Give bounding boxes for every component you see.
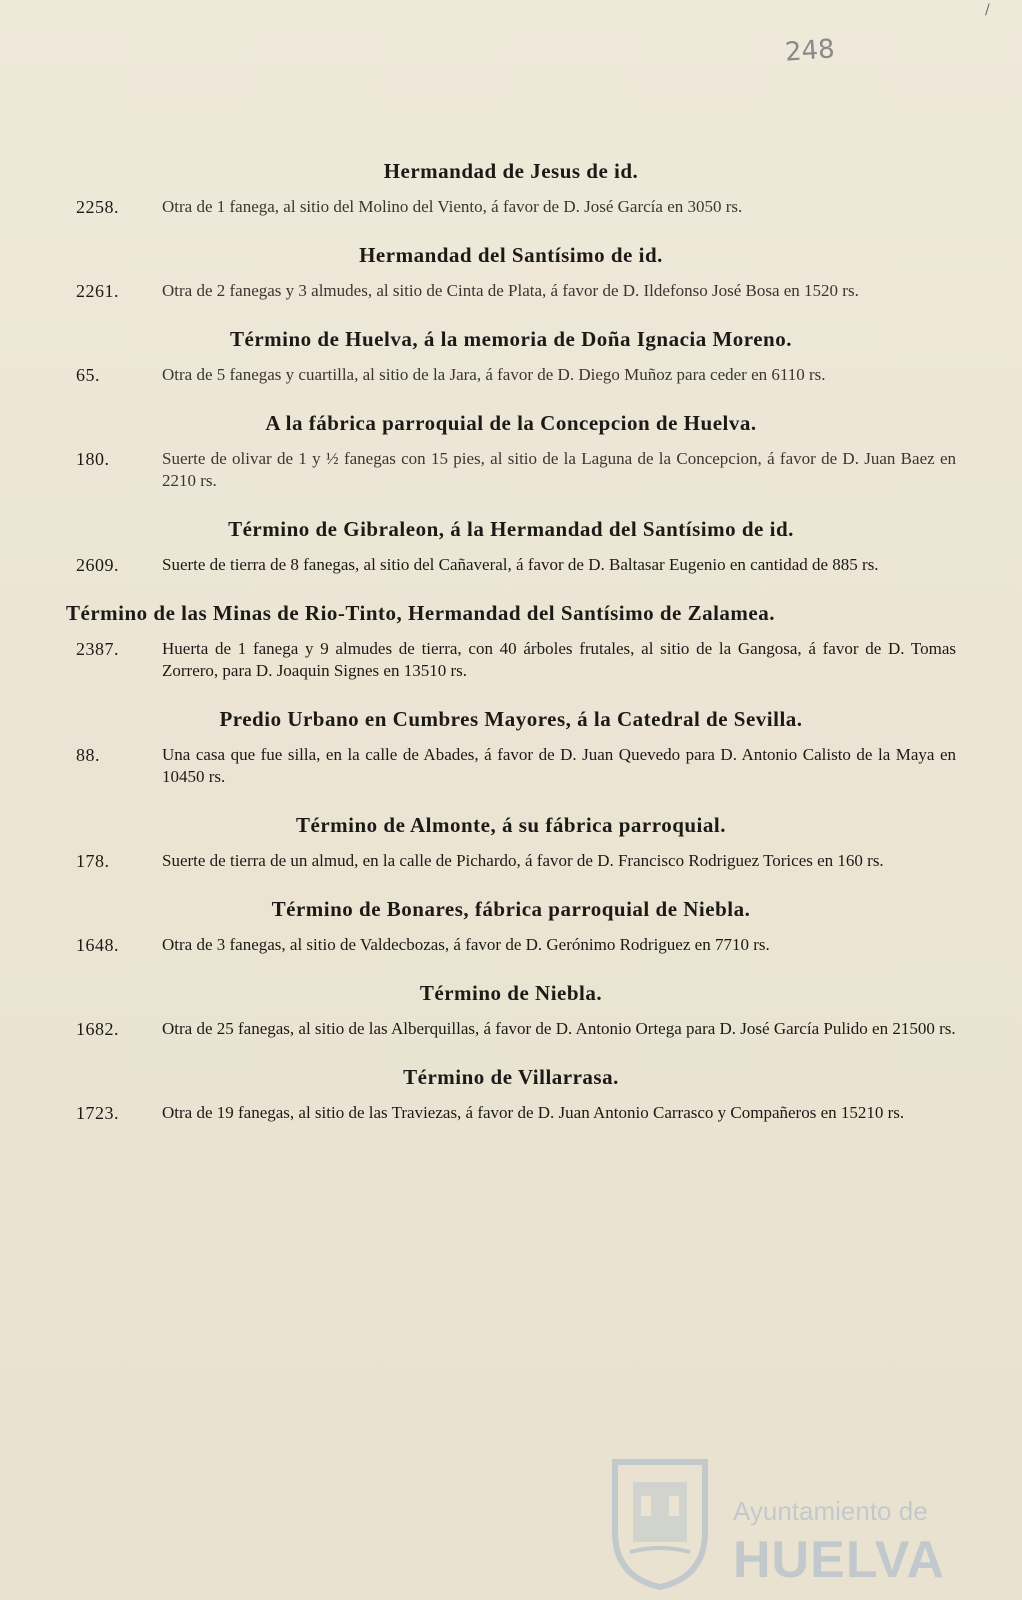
lot-description: Suerte de tierra de 8 fanegas, al sitio del Cañaveral, á favor de D. Baltasar Eugenio en cantidad de 885 rs.: [162, 555, 879, 574]
section: [66, 592, 956, 682]
section-heading: Término de las Minas de Rio-Tinto, Hermandad del Santísimo de Zalamea.: [66, 601, 775, 625]
lot-number: 88.: [76, 745, 100, 765]
section-heading: A la fábrica parroquial de la Concepcion de Huelva.: [265, 411, 757, 435]
lot-entry: [66, 364, 956, 386]
section-heading: Término de Almonte, á su fábrica parroquial.: [296, 813, 726, 837]
section-heading: Término de Bonares, fábrica parroquial de Niebla.: [271, 897, 751, 921]
section: [66, 804, 956, 872]
watermark-title: HUELVA: [733, 1531, 946, 1589]
lot-number: 1723.: [76, 1103, 119, 1123]
lot-description: Una casa que fue silla, en la calle de Abades, á favor de D. Juan Quevedo para D. Antonio Calisto de la Maya en 10450 rs.: [162, 745, 956, 786]
lot-description: Suerte de tierra de un almud, en la calle de Pichardo, á favor de D. Francisco Rodriguez Torices en 160 rs.: [162, 851, 884, 870]
lot-description: Otra de 1 fanega, al sitio del Molino del Viento, á favor de D. José García en 3050 rs.: [162, 197, 743, 216]
section-heading: Hermandad de Jesus de id.: [383, 159, 639, 183]
section: [66, 234, 956, 302]
section: [66, 318, 956, 386]
section-heading: Predio Urbano en Cumbres Mayores, á la Catedral de Sevilla.: [219, 707, 803, 731]
lot-number: 2258.: [76, 197, 119, 217]
lot-entry: [66, 1102, 956, 1124]
lot-description: Otra de 19 fanegas, al sitio de las Traviezas, á favor de D. Juan Antonio Carrasco y Compañeros en 15210 rs.: [162, 1103, 905, 1122]
lot-number: 178.: [76, 851, 110, 871]
document-body: [66, 150, 956, 1140]
section: [66, 402, 956, 492]
section-heading: Hermandad del Santísimo de id.: [359, 243, 663, 267]
lot-entry: [66, 1018, 956, 1040]
section: [66, 972, 956, 1040]
lot-entry: [66, 638, 956, 682]
lot-description: Otra de 25 fanegas, al sitio de las Alberquillas, á favor de D. Antonio Ortega para D. José García Pulido en 21500 rs.: [162, 1019, 956, 1038]
lot-description: Huerta de 1 fanega y 9 almudes de tierra, con 40 árboles frutales, al sitio de la Gangosa, á favor de D. Tomas Zorrero, para D. Joaquin Signes en 13510 rs.: [162, 639, 956, 680]
section: [66, 698, 956, 788]
corner-mark: /: [985, 2, 990, 18]
lot-number: 2387.: [76, 639, 119, 659]
city-shield-icon: [605, 1452, 715, 1592]
lot-description: Suerte de olivar de 1 y ½ fanegas con 15 pies, al sitio de la Laguna de la Concepcion, á favor de D. Juan Baez en 2210 rs.: [162, 449, 956, 490]
lot-description: Otra de 2 fanegas y 3 almudes, al sitio de Cinta de Plata, á favor de D. Ildefonso José Bosa en 1520 rs.: [162, 281, 859, 300]
lot-description: Otra de 5 fanegas y cuartilla, al sitio de la Jara, á favor de D. Diego Muñoz para ceder en 6110 rs.: [162, 365, 826, 384]
section: [66, 508, 956, 576]
lot-entry: [66, 554, 956, 576]
section-heading: Término de Niebla.: [419, 981, 603, 1005]
lot-number: 2609.: [76, 555, 119, 575]
lot-number: 2261.: [76, 281, 119, 301]
archive-watermark: [605, 1452, 955, 1592]
folio-number: 248: [784, 34, 836, 68]
section-heading: Término de Gibraleon, á la Hermandad del Santísimo de id.: [228, 517, 794, 541]
section-heading: Término de Huelva, á la memoria de Doña Ignacia Moreno.: [230, 327, 792, 351]
watermark-caption: Ayuntamiento de: [733, 1496, 928, 1526]
lot-description: Otra de 3 fanegas, al sitio de Valdecbozas, á favor de D. Gerónimo Rodriguez en 7710 rs.: [162, 935, 770, 954]
lot-entry: [66, 280, 956, 302]
section: [66, 1056, 956, 1124]
lot-entry: [66, 744, 956, 788]
section: [66, 150, 956, 218]
section: [66, 888, 956, 956]
lot-entry: [66, 448, 956, 492]
lot-entry: [66, 850, 956, 872]
lot-entry: [66, 934, 956, 956]
section-heading: Término de Villarrasa.: [403, 1065, 619, 1089]
lot-number: 180.: [76, 449, 110, 469]
lot-number: 65.: [76, 365, 100, 385]
lot-number: 1648.: [76, 935, 119, 955]
lot-number: 1682.: [76, 1019, 119, 1039]
lot-entry: [66, 196, 956, 218]
